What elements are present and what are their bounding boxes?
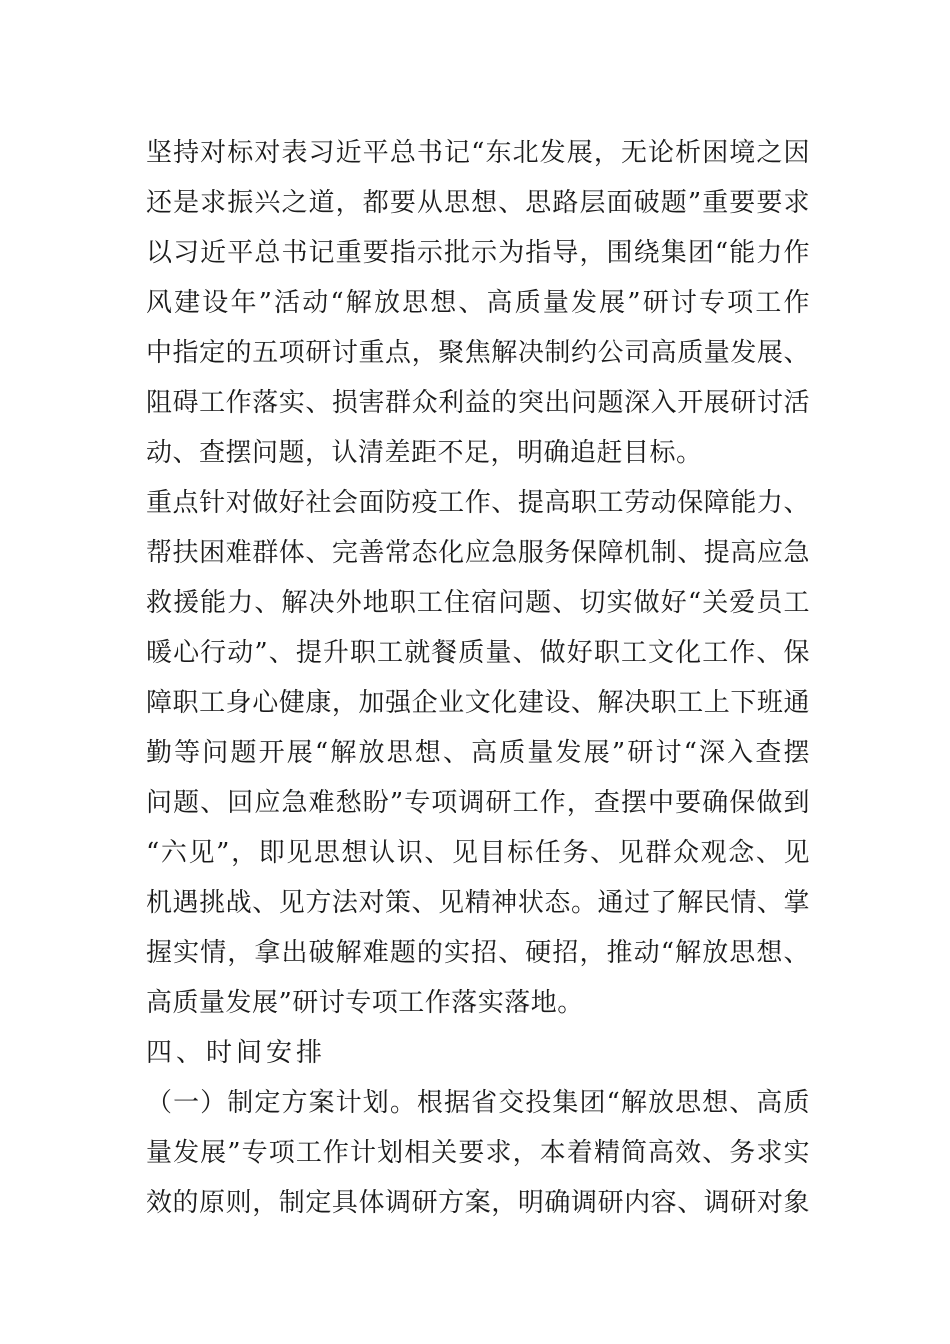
paragraph-line: 量发展”专项工作计划相关要求，本着精简高效、务求实 (146, 1138, 810, 1168)
paragraph-line: 以习近平总书记重要指示批示为指导，围绕集团“能力作 (146, 238, 810, 268)
paragraph-2 (146, 478, 810, 1028)
paragraph-line: 暖心行动”、提升职工就餐质量、做好职工文化工作、保 (146, 638, 810, 668)
paragraph-line: 高质量发展”研讨专项工作落实落地。 (146, 988, 584, 1018)
paragraph-line: 握实情，拿出破解难题的实招、硬招，推动“解放思想、 (146, 938, 810, 968)
section-heading: 四、时间安排 (146, 1038, 327, 1068)
paragraph-line: 还是求振兴之道，都要从思想、思路层面破题”重要要求 (146, 188, 810, 218)
paragraph-line: （一）制定方案计划。根据省交投集团“解放思想、高质 (146, 1088, 810, 1118)
paragraph-line: 勤等问题开展“解放思想、高质量发展”研讨“深入查摆 (146, 738, 810, 768)
paragraph-line: 坚持对标对表习近平总书记“东北发展，无论析困境之因 (146, 138, 810, 168)
paragraph-line: 重点针对做好社会面防疫工作、提高职工劳动保障能力、 (146, 488, 810, 518)
paragraph-line: 机遇挑战、见方法对策、见精神状态。通过了解民情、掌 (146, 888, 810, 918)
paragraph-line: 风建设年”活动“解放思想、高质量发展”研讨专项工作 (146, 288, 810, 318)
paragraph-line: “六见”，即见思想认识、见目标任务、见群众观念、见 (146, 838, 810, 868)
paragraph-line: 救援能力、解决外地职工住宿问题、切实做好“关爱员工 (146, 588, 810, 618)
paragraph-3 (146, 1078, 810, 1228)
paragraph-line: 障职工身心健康，加强企业文化建设、解决职工上下班通 (146, 688, 810, 718)
paragraph-line: 效的原则，制定具体调研方案，明确调研内容、调研对象 (146, 1188, 810, 1218)
document-body (146, 128, 810, 1228)
paragraph-line: 帮扶困难群体、完善常态化应急服务保障机制、提高应急 (146, 538, 810, 568)
paragraph-1 (146, 128, 810, 478)
paragraph-line: 问题、回应急难愁盼”专项调研工作，查摆中要确保做到 (146, 788, 810, 818)
paragraph-line: 阻碍工作落实、损害群众利益的突出问题深入开展研讨活 (146, 388, 810, 418)
paragraph-line: 动、查摆问题，认清差距不足，明确追赶目标。 (146, 438, 703, 468)
paragraph-line: 中指定的五项研讨重点，聚焦解决制约公司高质量发展、 (146, 338, 810, 368)
